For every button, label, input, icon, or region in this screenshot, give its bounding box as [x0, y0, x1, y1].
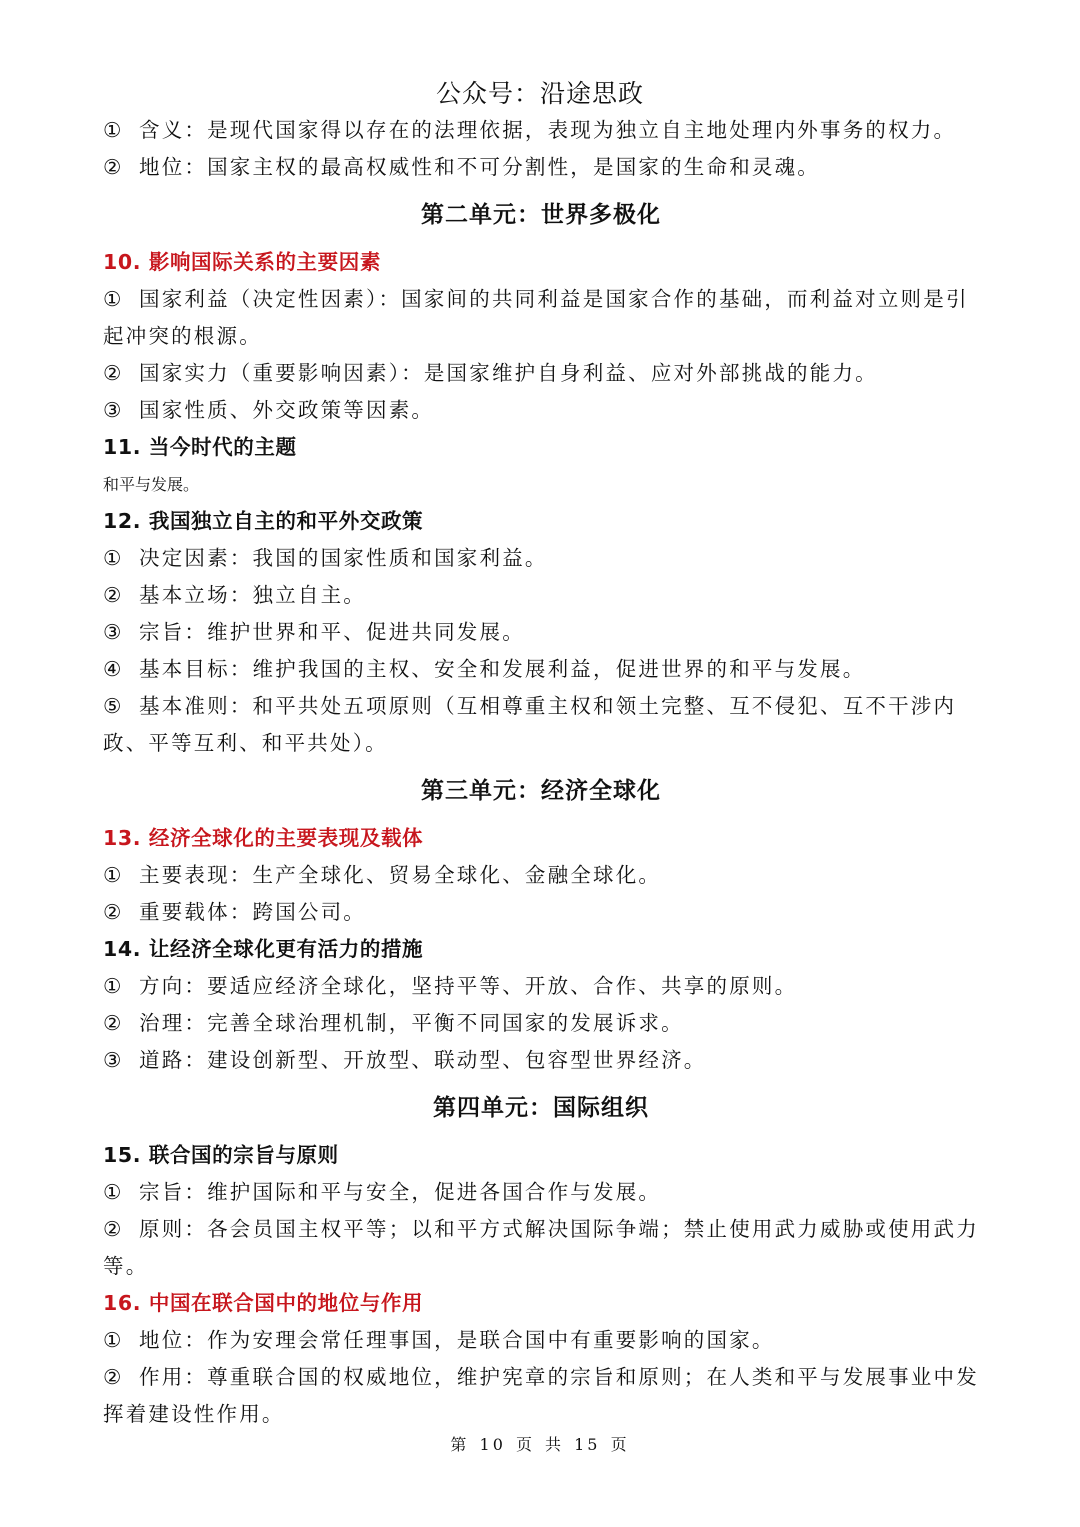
section-heading: 13. 经济全球化的主要表现及载体 [103, 826, 424, 850]
list-item [103, 281, 979, 355]
item-number: ① [103, 974, 124, 998]
item-text: 宗旨：维护世界和平、促进共同发展。 [139, 620, 525, 644]
item-text: 国家性质、外交政策等因素。 [139, 398, 435, 422]
item-number: ② [103, 361, 124, 385]
item-text: 主要表现：生产全球化、贸易全球化、金融全球化。 [139, 863, 662, 887]
section-heading: 15. 联合国的宗旨与原则 [103, 1143, 339, 1167]
item-text: 治理：完善全球治理机制，平衡不同国家的发展诉求。 [139, 1011, 684, 1035]
list-item [103, 968, 979, 1005]
item-text: 基本准则：和平共处五项原则（互相尊重主权和领土完整、互不侵犯、互不干涉内政、平等互利、和平共处）。 [103, 694, 957, 755]
item-number: ① [103, 546, 124, 570]
item-text: 基本目标：维护我国的主权、安全和发展利益，促进世界的和平与发展。 [139, 657, 866, 681]
list-item [103, 577, 979, 614]
item-number: ② [103, 583, 124, 607]
item-text: 决定因素：我国的国家性质和国家利益。 [139, 546, 548, 570]
item-number: ② [103, 155, 124, 179]
list-item [103, 149, 979, 186]
section-heading: 16. 中国在联合国中的地位与作用 [103, 1291, 424, 1315]
item-number: ② [103, 1217, 124, 1241]
list-item [103, 355, 979, 392]
item-text: 道路：建设创新型、开放型、联动型、包容型世界经济。 [139, 1048, 707, 1072]
item-text: 原则：各会员国主权平等；以和平方式解决国际争端；禁止使用武力威胁或使用武力等。 [103, 1217, 979, 1278]
item-text: 国家利益（决定性因素）：国家间的共同利益是国家合作的基础，而利益对立则是引起冲突的根源。 [103, 287, 969, 348]
item-number: ③ [103, 398, 124, 422]
list-item [103, 1042, 979, 1079]
item-number: ① [103, 287, 124, 311]
section-heading: 11. 当今时代的主题 [103, 435, 297, 459]
answer-text: 和平与发展。 [103, 475, 200, 494]
list-item [103, 688, 979, 762]
list-item [103, 112, 979, 149]
list-item [103, 1211, 979, 1285]
item-text: 方向：要适应经济全球化，坚持平等、开放、合作、共享的原则。 [139, 974, 798, 998]
list-item [103, 540, 979, 577]
section-heading: 14. 让经济全球化更有活力的措施 [103, 937, 424, 961]
list-item [103, 1359, 979, 1433]
unit-title: 第四单元：国际组织 [433, 1095, 649, 1121]
item-text: 地位：国家主权的最高权威性和不可分割性，是国家的生命和灵魂。 [139, 155, 820, 179]
item-text: 国家实力（重要影响因素）：是国家维护自身利益、应对外部挑战的能力。 [139, 361, 878, 385]
list-item [103, 614, 979, 651]
list-item [103, 894, 979, 931]
item-number: ② [103, 900, 124, 924]
list-item [103, 1174, 979, 1211]
unit-title: 第三单元：经济全球化 [421, 778, 661, 804]
document-body [103, 112, 979, 1433]
section-heading: 12. 我国独立自主的和平外交政策 [103, 509, 424, 533]
list-item [103, 651, 979, 688]
item-text: 重要载体：跨国公司。 [139, 900, 366, 924]
item-number: ④ [103, 657, 124, 681]
item-number: ① [103, 1328, 124, 1352]
list-item [103, 857, 979, 894]
section-heading: 10. 影响国际关系的主要因素 [103, 250, 381, 274]
unit-title: 第二单元：世界多极化 [421, 202, 661, 228]
item-number: ⑤ [103, 694, 124, 718]
page-header: 公众号：沿途思政 [435, 79, 644, 108]
item-number: ③ [103, 1048, 124, 1072]
item-text: 作用：尊重联合国的权威地位，维护宪章的宗旨和原则；在人类和平与发展事业中发挥着建设性作用。 [103, 1365, 979, 1426]
item-number: ② [103, 1365, 124, 1389]
item-number: ② [103, 1011, 124, 1035]
item-text: 含义：是现代国家得以存在的法理依据，表现为独立自主地处理内外事务的权力。 [139, 118, 957, 142]
item-number: ① [103, 863, 124, 887]
item-text: 宗旨：维护国际和平与安全，促进各国合作与发展。 [139, 1180, 662, 1204]
list-item [103, 1005, 979, 1042]
item-text: 基本立场：独立自主。 [139, 583, 366, 607]
list-item [103, 392, 979, 429]
item-number: ③ [103, 620, 124, 644]
item-number: ① [103, 1180, 124, 1204]
list-item [103, 1322, 979, 1359]
item-text: 地位：作为安理会常任理事国，是联合国中有重要影响的国家。 [139, 1328, 775, 1352]
page-footer: 第 10 页 共 15 页 [450, 1435, 630, 1454]
item-number: ① [103, 118, 124, 142]
